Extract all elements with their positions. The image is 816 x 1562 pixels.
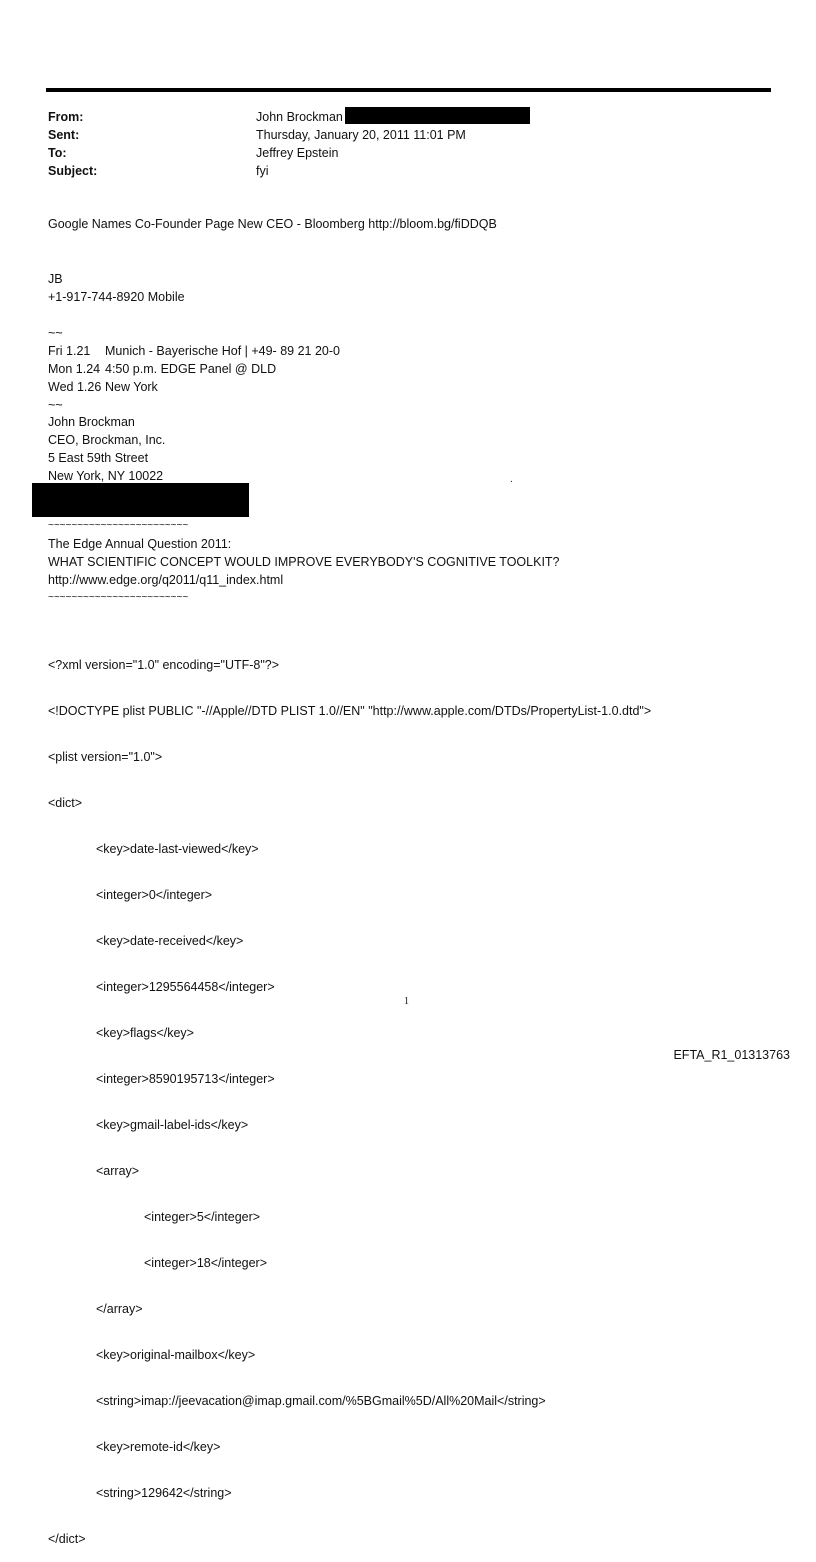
address-block <box>48 413 165 485</box>
xml-line: <key>date-last-viewed</key> <box>96 842 259 856</box>
redaction-box <box>32 483 249 517</box>
xml-line: <array> <box>96 1164 140 1178</box>
tilde-divider: ~~~~~~~~~~~~~~~~~~~~~~~~ <box>48 520 189 531</box>
signature-short <box>48 270 185 306</box>
tilde-divider: ~~ <box>48 326 63 340</box>
address-line: CEO, Brockman, Inc. <box>48 433 166 447</box>
xml-line: <integer>8590195713</integer> <box>96 1072 275 1086</box>
from-row <box>48 108 530 126</box>
schedule-block <box>48 324 340 414</box>
xml-line: <plist version="1.0"> <box>48 750 163 764</box>
xml-line: <key>remote-id</key> <box>96 1440 221 1454</box>
headline-link: Google Names Co-Founder Page New CEO - Bloomberg http://bloom.bg/fiDDQB <box>48 217 497 231</box>
xml-line: <string>129642</string> <box>96 1486 232 1500</box>
xml-line: <integer>5</integer> <box>144 1210 261 1224</box>
address-line: 5 East 59th Street <box>48 451 149 465</box>
stray-dot: . <box>510 474 513 485</box>
schedule-item <box>48 378 340 396</box>
edge-line: WHAT SCIENTIFIC CONCEPT WOULD IMPROVE EVERYBODY'S COGNITIVE TOOLKIT? <box>48 555 560 569</box>
redaction-box <box>345 107 530 124</box>
xml-line: <string>imap://jeevacation@imap.gmail.com/%5BGmail%5D/All%20Mail</string> <box>96 1394 546 1408</box>
header-rule <box>46 88 771 92</box>
from-value: John Brockman <box>256 110 343 124</box>
schedule-day: Fri 1.21 <box>48 344 91 358</box>
schedule-day: Wed 1.26 <box>48 380 102 394</box>
xml-line: <dict> <box>48 796 83 810</box>
xml-line: </dict> <box>48 1532 86 1546</box>
xml-line: <key>flags</key> <box>96 1026 194 1040</box>
edge-line: The Edge Annual Question 2011: <box>48 537 232 551</box>
schedule-item <box>48 342 340 360</box>
xml-line: </array> <box>96 1302 143 1316</box>
schedule-item <box>48 360 340 378</box>
xml-line: <integer>1295564458</integer> <box>96 980 275 994</box>
xml-line: <integer>0</integer> <box>96 888 213 902</box>
subject-label: Subject: <box>48 164 98 178</box>
document-id: EFTA_R1_01313763 <box>673 1048 790 1062</box>
page-number: 1 <box>404 996 409 1007</box>
tilde-divider: ~~~~~~~~~~~~~~~~~~~~~~~~ <box>48 592 189 603</box>
edge-line: http://www.edge.org/q2011/q11_index.html <box>48 573 284 587</box>
address-line: John Brockman <box>48 415 135 429</box>
schedule-event: New York <box>105 380 158 394</box>
schedule-event: Munich - Bayerische Hof | +49- 89 21 20-0 <box>105 344 340 358</box>
xml-line: <key>gmail-label-ids</key> <box>96 1118 249 1132</box>
xml-line: <?xml version="1.0" encoding="UTF-8"?> <box>48 658 280 672</box>
subject-row <box>48 162 530 180</box>
email-header <box>48 108 530 180</box>
xml-plist-block <box>48 628 651 1562</box>
sent-row <box>48 126 530 144</box>
xml-line: <key>original-mailbox</key> <box>96 1348 256 1362</box>
to-value: Jeffrey Epstein <box>256 146 339 160</box>
schedule-day: Mon 1.24 <box>48 362 101 376</box>
schedule-event: 4:50 p.m. EDGE Panel @ DLD <box>105 362 277 376</box>
to-label: To: <box>48 146 67 160</box>
xml-line: <!DOCTYPE plist PUBLIC "-//Apple//DTD PLIST 1.0//EN" "http://www.apple.com/DTDs/PropertyList-1.0.dtd"> <box>48 704 652 718</box>
xml-line: <key>date-received</key> <box>96 934 244 948</box>
sig-initials: JB <box>48 272 63 286</box>
tilde-divider: ~~ <box>48 398 63 412</box>
xml-line: <integer>18</integer> <box>144 1256 268 1270</box>
address-line: New York, NY 10022 <box>48 469 164 483</box>
subject-value: fyi <box>256 164 269 178</box>
sent-value: Thursday, January 20, 2011 11:01 PM <box>256 128 466 142</box>
sent-label: Sent: <box>48 128 80 142</box>
sig-phone: +1-917-744-8920 Mobile <box>48 290 185 304</box>
to-row <box>48 144 530 162</box>
from-label: From: <box>48 110 84 124</box>
edge-block <box>48 517 560 607</box>
